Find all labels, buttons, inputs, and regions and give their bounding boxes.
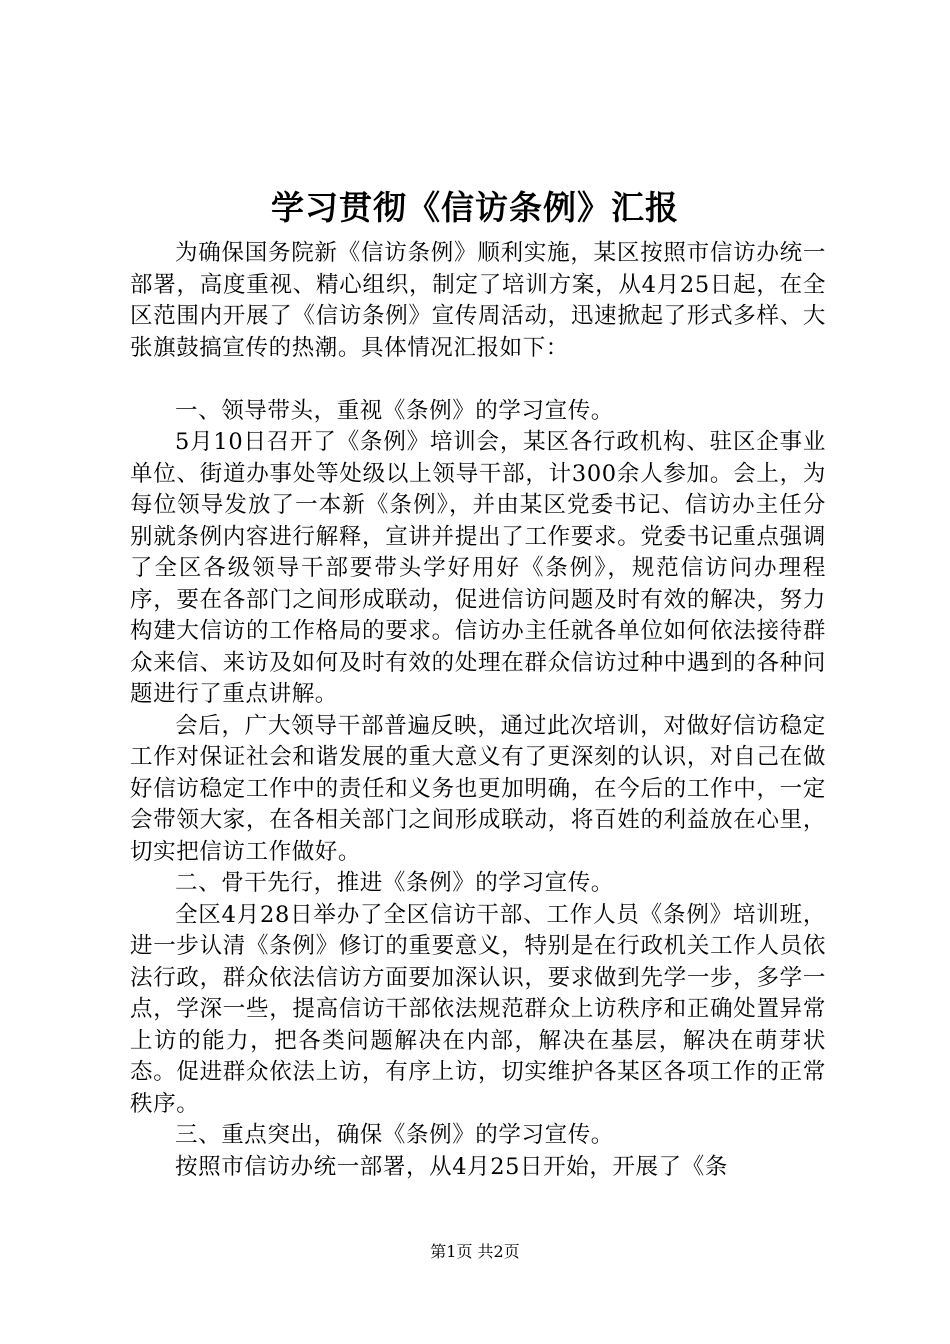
document-body: [130, 238, 826, 1183]
section-2-paragraph-1: 全区4月28日举办了全区信访干部、工作人员《条例》培训班，进一步认清《条例》修订的重要意义，特别是在行政机关工作人员依法行政，群众依法信访方面要加深认识，要求做到先学一步，多学一点，学深一些，提高信访干部依法规范群众上访秩序和正确处置异常上访的能力，把各类问题解决在内部，解决在基层，解决在萌芽状态。促进群众依法上访，有序上访，切实维护各某区各项工作的正常秩序。: [130, 901, 826, 1117]
page-footer: 第1页 共2页: [430, 1242, 520, 1261]
section-1-paragraph-2: 会后，广大领导干部普遍反映，通过此次培训，对做好信访稳定工作对保证社会和谐发展的重大意义有了更深刻的认识，对自己在做好信访稳定工作中的责任和义务也更加明确，在今后的工作中，一定会带领大家，在各相关部门之间形成联动，将百姓的利益放在心里，切实把信访工作做好。: [130, 712, 826, 865]
section-heading-3: 三、重点突出，确保《条例》的学习宣传。: [175, 1122, 614, 1148]
section-1-paragraph-1: 5月10日召开了《条例》培训会，某区各行政机构、驻区企事业单位、街道办事处等处级以上领导干部，计300余人参加。会上，为每位领导发放了一本新《条例》，并由某区党委书记、信访办主任分别就条例内容进行解释，宣讲并提出了工作要求。党委书记重点强调了全区各级领导干部要带头学好用好《条例》，规范信访问办理程序，要在各部门之间形成联动，促进信访问题及时有效的解决，努力构建大信访的工作格局的要求。信访办主任就各单位如何依法接待群众来信、来访及如何及时有效的处理在群众信访过种中遇到的各种问题进行了重点讲解。: [130, 429, 826, 707]
section-heading-2: 二、骨干先行，推进《条例》的学习宣传。: [175, 870, 614, 896]
section-3-paragraph-1: 按照市信访办统一部署，从4月25日开始，开展了《条: [175, 1153, 728, 1180]
intro-paragraph: 为确保国务院新《信访条例》顺利实施，某区按照市信访办统一部署，高度重视、精心组织，制定了培训方案，从4月25日起，在全区范围内开展了《信访条例》宣传周活动，迅速掀起了形式多样、大张旗鼓搞宣传的热潮。具体情况汇报如下：: [130, 240, 826, 361]
section-heading-1: 一、领导带头，重视《条例》的学习宣传。: [175, 397, 614, 424]
document-title: 学习贯彻《信访条例》汇报: [271, 188, 679, 227]
